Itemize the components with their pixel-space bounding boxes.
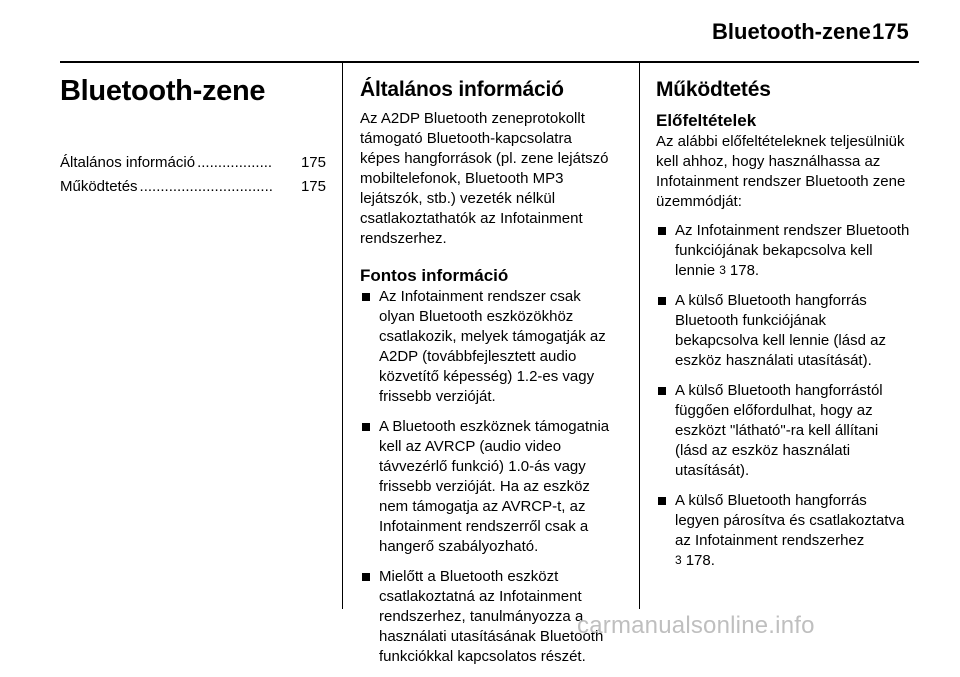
toc-entry-label: Működtetés [60,178,138,195]
toc-entry-page: 175 [300,178,326,195]
list-item: A külső Bluetooth hangforrás legyen párosítva és csatlakoztatva az Infotainment rendszerhez 3 178. [656,491,924,571]
toc-entry-label: Általános információ [60,154,196,171]
subhead-prerequisites: Előfeltételek [656,111,757,130]
page-reference-icon: 3 [719,263,726,277]
prerequisites-intro: Az alábbi előfeltételeknek teljesülniük kell ahhoz, hogy használhassa az Infotainment rendszer Bluetooth zene üzemmódját: [656,133,906,210]
square-bullet-icon [362,573,370,581]
toc-entry-page: 175 [300,154,326,171]
subhead-important: Fontos információ [360,266,509,285]
toc-dot-leader: .................. [197,154,273,171]
toc-entry-general[interactable] [60,152,326,173]
page-reference[interactable]: 178. [729,262,760,279]
list-item: Az Infotainment rendszer Bluetooth funkciójának bekapcsolva kell lennie 3 178. [656,221,924,281]
column-toc [60,72,326,200]
section-title-general: Általános információ [360,78,564,101]
square-bullet-icon [658,297,666,305]
page-number: 175 [872,19,909,44]
list-item: A külső Bluetooth hangforrás Bluetooth funkciójának bekapcsolva kell lennie (lásd az eszköz használati utasítását). [656,291,924,371]
intro-paragraph: Az A2DP Bluetooth zeneprotokollt támogató Bluetooth-kapcsolatra képes hangforrások (pl. zene lejátszó mobiltelefonok, Bluetooth MP3 lejátszók, stb.) vezeték nélkül csatlakoztathatók az Infotainment rendszerhez. [360,110,609,247]
page-reference-icon: 3 [675,553,682,567]
list-item: A külső Bluetooth hangforrástól függően előfordulhat, hogy az eszközt "látható"-ra kell állítani (lásd az eszköz használati utasítását). [656,381,924,481]
header-rule [60,61,919,63]
square-bullet-icon [362,423,370,431]
chapter-title: Bluetooth-zene [60,75,266,107]
section-title-operation: Működtetés [656,78,771,101]
page-reference[interactable]: 178. [685,552,715,569]
square-bullet-icon [362,293,370,301]
watermark-text: carmanualsonline.info [577,612,815,639]
column-general-info [360,72,632,677]
list-item: A Bluetooth eszköznek támogatnia kell az AVRCP (audio video távvezérlő funkció) 1.0-ás vagy frissebb verzióját. Ha az eszköz nem támogatja az AVRCP-t, az Infotainment rendszerről csak a hangerő szabályozható. [360,417,632,557]
column-operation [656,72,924,581]
toc-entry-operation[interactable] [60,176,326,197]
square-bullet-icon [658,227,666,235]
column-divider-1 [342,63,343,609]
prerequisites-list [656,221,924,571]
important-list [360,287,632,667]
toc-dot-leader: ................................ [139,178,273,195]
list-item: Mielőtt a Bluetooth eszközt csatlakoztatná az Infotainment rendszerhez, tanulmányozza a használati utasításának Bluetooth funkciókkal kapcsolatos részét. [360,567,632,667]
square-bullet-icon [658,497,666,505]
column-divider-2 [639,63,640,609]
list-item: Az Infotainment rendszer csak olyan Bluetooth eszközökhöz csatlakozik, melyek támogatják az A2DP (továbbfejlesztett audio közvetítő képesség) 1.2-es vagy frissebb verzióját. [360,287,632,407]
running-header-title: Bluetooth-zene [712,19,871,44]
square-bullet-icon [658,387,666,395]
